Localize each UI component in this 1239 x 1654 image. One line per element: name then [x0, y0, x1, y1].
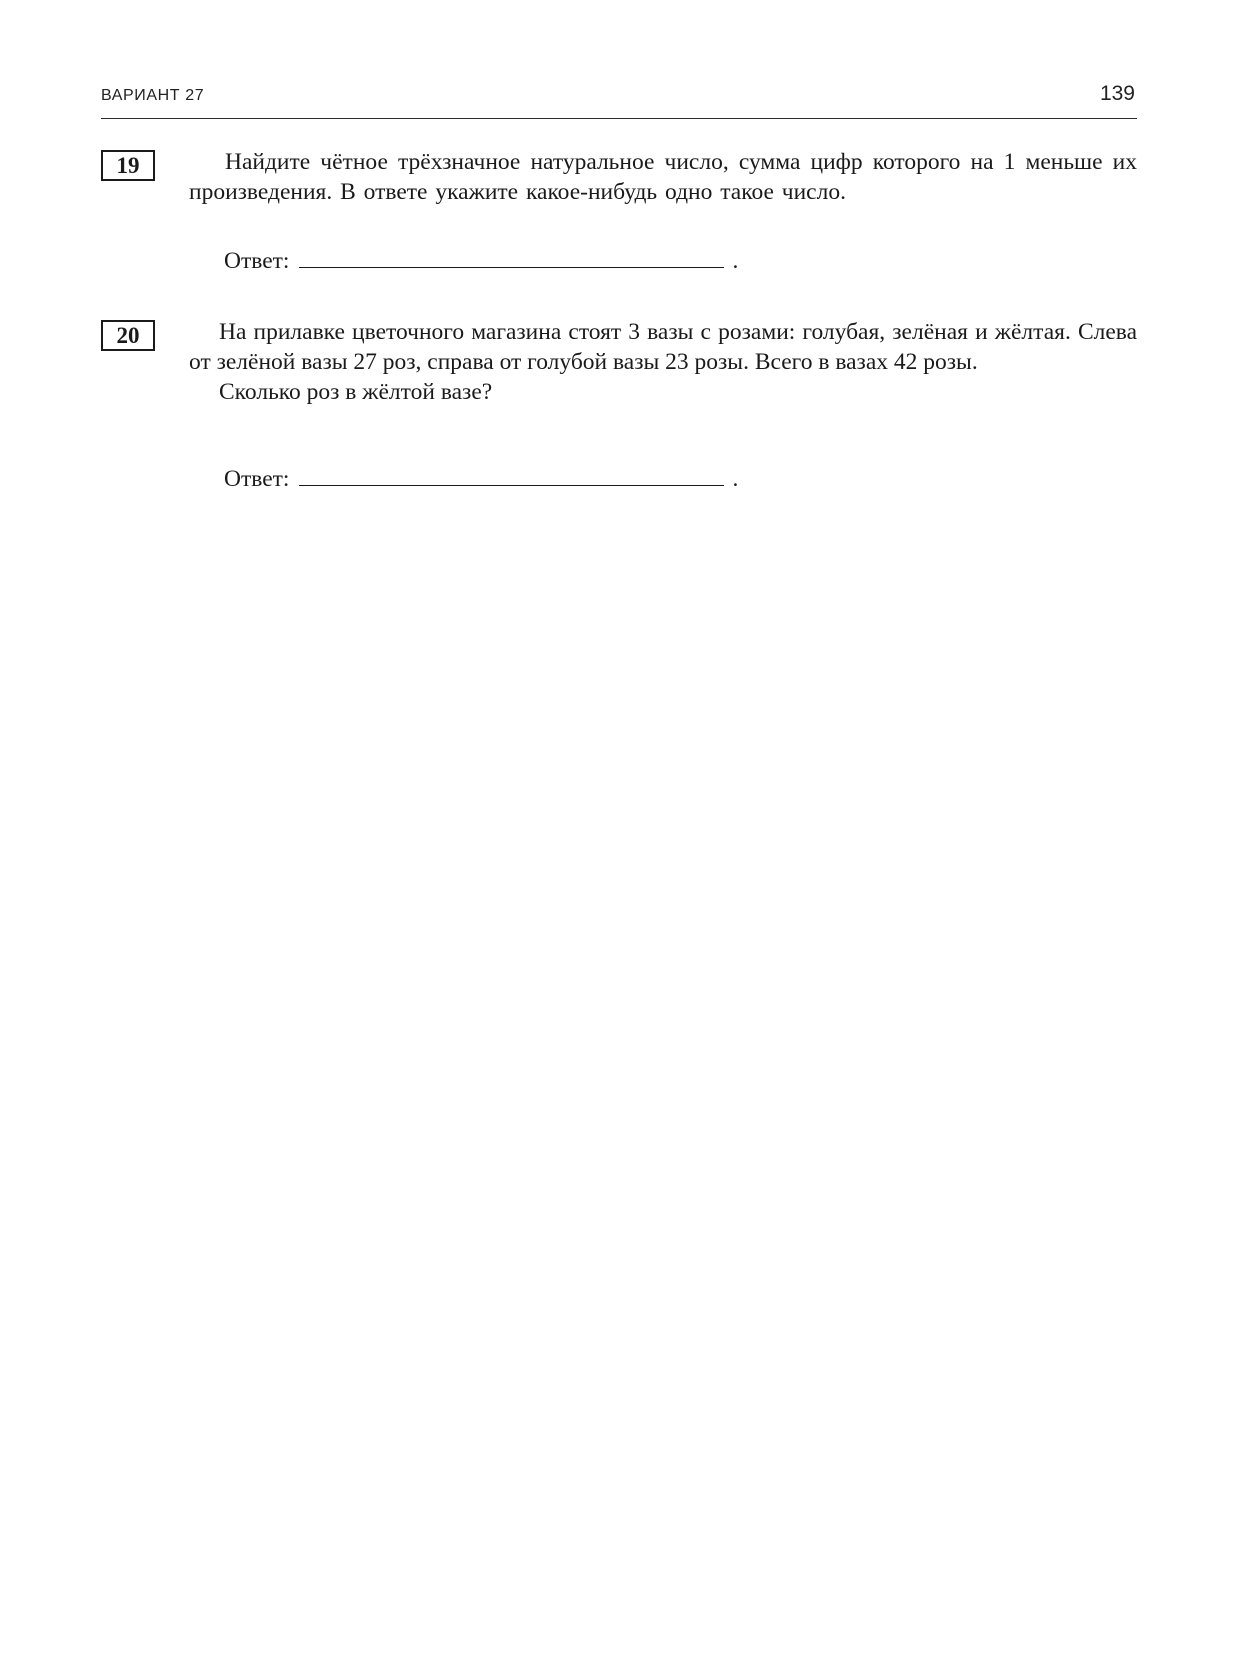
task-20 [101, 320, 1137, 490]
answer-end-dot: . [732, 248, 739, 274]
task-text [189, 317, 1137, 407]
answer-label: Ответ: [224, 466, 290, 492]
task-question: Сколько роз в жёлтой вазе? [219, 379, 493, 405]
page-header [101, 82, 1137, 119]
task-19 [101, 149, 1137, 274]
answer-label: Ответ: [224, 248, 290, 274]
answer-field[interactable] [299, 245, 724, 268]
task-paragraph: Найдите чётное трёхзначное натуральное число, сумма цифр которого на 1 меньше их произведения. В ответе укажите какое-нибудь одно такое число. [189, 149, 1137, 205]
answer-row [224, 463, 738, 493]
variant-title: ВАРИАНТ 27 [101, 87, 205, 104]
answer-row [224, 245, 738, 275]
page-number: 139 [1099, 82, 1135, 105]
task-number-box: 19 [101, 150, 155, 181]
answer-field[interactable] [299, 463, 724, 486]
task-number-box: 20 [101, 320, 155, 351]
answer-end-dot: . [732, 466, 739, 492]
task-paragraph: На прилавке цветочного магазина стоят 3 вазы с розами: голубая, зелёная и жёлтая. Слева от зелёной вазы 27 роз, справа от голубой вазы 23 розы. Всего в вазах 42 розы. [189, 319, 1137, 375]
task-text [189, 147, 1137, 207]
